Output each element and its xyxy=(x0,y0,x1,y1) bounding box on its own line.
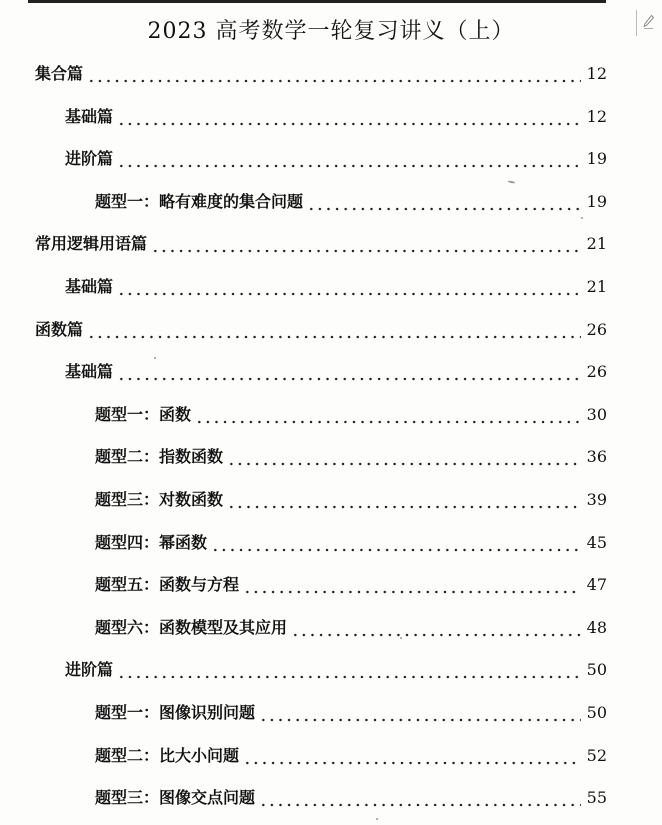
toc-dot-leader xyxy=(227,447,581,467)
toc-entry-label: 集合篇 xyxy=(35,64,84,83)
page-title: 2023 高考数学一轮复习讲义（上） xyxy=(147,19,515,44)
toc-page-number: 19 xyxy=(586,192,607,211)
toc-entry-label: 基础篇 xyxy=(65,362,114,381)
toc-dot-leader xyxy=(195,405,581,425)
toc-page-number: 48 xyxy=(586,618,607,637)
toc-entry-label: 进阶篇 xyxy=(65,660,114,679)
scan-speck xyxy=(154,357,156,359)
toc-page-number: 21 xyxy=(586,234,607,253)
toc-entry xyxy=(35,316,607,340)
toc-entry-label: 题型二：比大小问题 xyxy=(95,746,240,765)
toc-page-number: 55 xyxy=(586,788,607,807)
pencil-edit-icon xyxy=(643,14,655,30)
toc-entry-label: 常用逻辑用语篇 xyxy=(35,234,148,253)
toc-dot-leader xyxy=(117,660,581,680)
toc-entry xyxy=(35,230,607,254)
toc-page-number: 12 xyxy=(586,64,607,83)
toc-entry xyxy=(95,614,607,638)
toc-entry-label: 题型六：函数模型及其应用 xyxy=(95,618,288,637)
toc-entry xyxy=(65,273,607,297)
toc-page-number: 12 xyxy=(586,107,607,126)
toc-dot-leader xyxy=(117,149,581,169)
toc-entry xyxy=(95,188,607,212)
toc-entry-label: 题型一：图像识别问题 xyxy=(95,703,256,722)
toc-dot-leader xyxy=(211,533,581,553)
toc-entry-label: 进阶篇 xyxy=(65,149,114,168)
toc-entry xyxy=(95,401,607,425)
toc-entry xyxy=(95,486,607,510)
toc-page-number: 26 xyxy=(586,362,607,381)
toc-page-number: 21 xyxy=(586,277,607,296)
toc-page-number: 50 xyxy=(586,703,607,722)
toc-entry xyxy=(65,656,607,680)
toc-dot-leader xyxy=(151,234,581,254)
toc-entry xyxy=(95,784,607,808)
toc-entry-label: 基础篇 xyxy=(65,107,114,126)
toc-entry xyxy=(65,358,607,382)
toc-dot-leader xyxy=(259,703,581,723)
edit-button[interactable] xyxy=(636,10,658,36)
toc-entry-label: 基础篇 xyxy=(65,277,114,296)
scan-speck xyxy=(400,637,402,639)
toc-page-number: 30 xyxy=(586,405,607,424)
toc-entry xyxy=(65,103,607,127)
toc-entry-label: 题型四：幂函数 xyxy=(95,533,208,552)
toc-page-number: 47 xyxy=(586,575,607,594)
scan-speck xyxy=(376,818,378,820)
toc-entry xyxy=(35,60,607,84)
toc-entry xyxy=(95,742,607,766)
toc-dot-leader xyxy=(243,575,581,595)
toc-entry-label: 题型一：函数 xyxy=(95,405,192,424)
toc-page-number: 50 xyxy=(586,660,607,679)
toc-entry xyxy=(95,529,607,553)
toc-page-number: 36 xyxy=(586,447,607,466)
top-rule xyxy=(28,0,606,3)
toc-entry xyxy=(95,699,607,723)
scan-speck xyxy=(508,180,515,183)
toc-page-number: 19 xyxy=(586,149,607,168)
toc-entry-label: 题型二：指数函数 xyxy=(95,447,224,466)
toc-page-number: 26 xyxy=(586,320,607,339)
toc-dot-leader xyxy=(117,107,581,127)
toc-entry xyxy=(95,443,607,467)
toc-dot-leader xyxy=(227,490,581,510)
toc-entry-label: 题型一：略有难度的集合问题 xyxy=(95,192,304,211)
toc-dot-leader xyxy=(87,320,581,340)
toc-entry-label: 题型三：图像交点问题 xyxy=(95,788,256,807)
toc-dot-leader xyxy=(307,192,581,212)
toc-page-number: 45 xyxy=(586,533,607,552)
toc-dot-leader xyxy=(117,362,581,382)
toc-dot-leader xyxy=(259,788,581,808)
toc-dot-leader xyxy=(243,746,581,766)
toc-page-number: 52 xyxy=(586,746,607,765)
toc-entry xyxy=(65,145,607,169)
toc-entry xyxy=(95,571,607,595)
toc-page-number: 39 xyxy=(586,490,607,509)
toc-entry-label: 函数篇 xyxy=(35,320,84,339)
scan-speck xyxy=(581,217,583,219)
toc-dot-leader xyxy=(291,618,581,638)
toc-entry-label: 题型五：函数与方程 xyxy=(95,575,240,594)
toc-dot-leader xyxy=(117,277,581,297)
toc-entry-label: 题型三：对数函数 xyxy=(95,490,224,509)
toc-dot-leader xyxy=(87,64,581,84)
